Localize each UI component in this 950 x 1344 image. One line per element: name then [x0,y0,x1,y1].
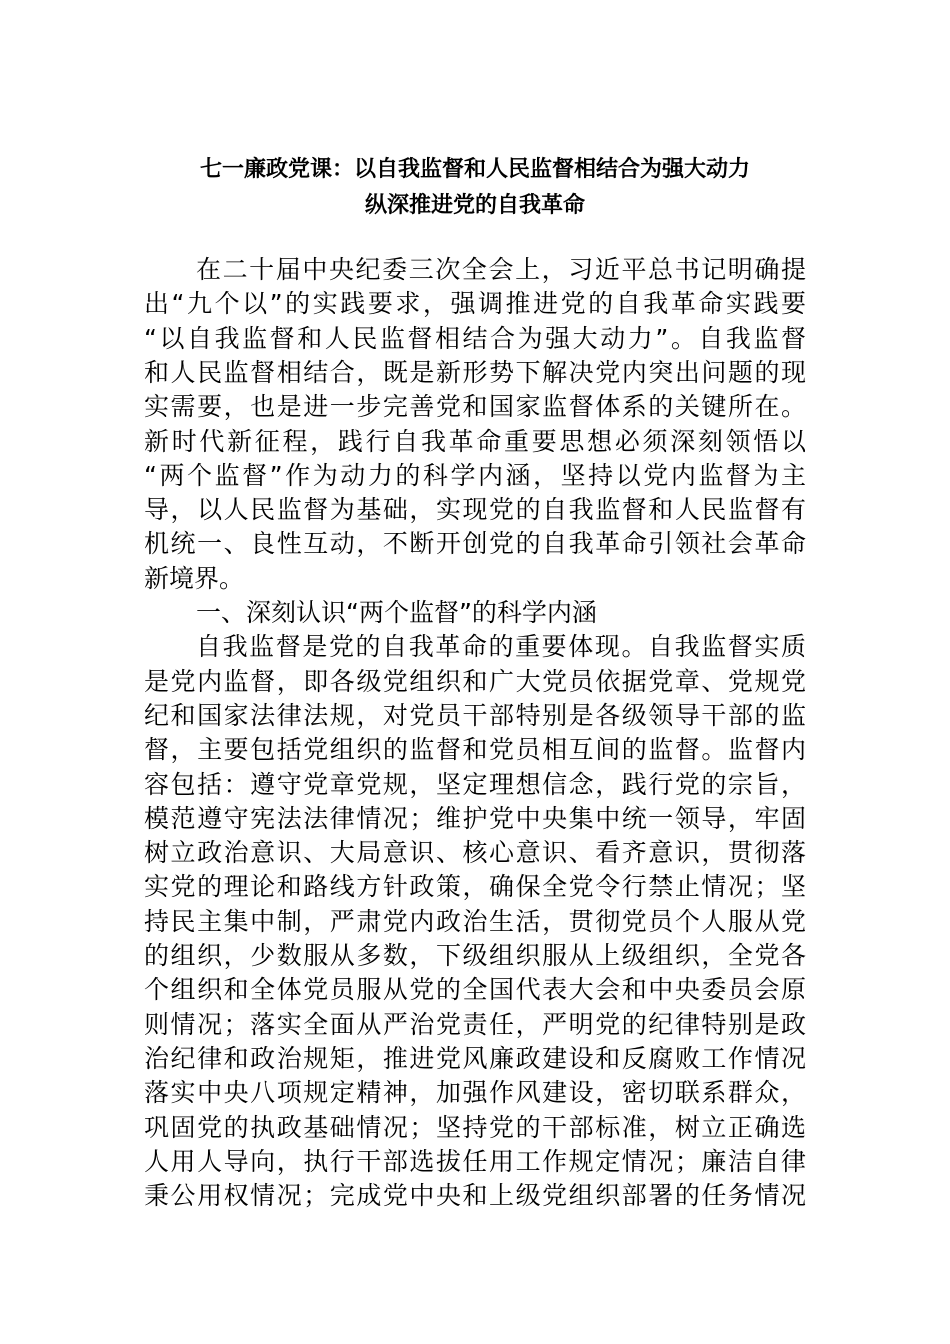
document-title-line-1: 七一廉政党课：以自我监督和人民监督相结合为强大动力 [199,157,750,182]
text-line: “以自我监督和人民监督相结合为强大动力”。自我监督 [144,323,806,353]
text-line: 督，主要包括党组织的监督和党员相互间的监督。监督内 [144,735,806,765]
text-line: 自我监督是党的自我革命的重要体现。自我监督实质 [196,632,806,662]
text-line: 人用人导向，执行干部选拔任用工作规定情况；廉洁自律 [144,1146,806,1176]
text-line: “两个监督”作为动力的科学内涵，坚持以党内监督为主 [144,460,806,490]
text-line: 落实中央八项规定精神，加强作风建设，密切联系群众， [144,1078,806,1108]
text-line: 出“九个以”的实践要求，强调推进党的自我革命实践要 [144,289,806,319]
text-line: 树立政治意识、大局意识、核心意识、看齐意识，贯彻落 [144,838,806,868]
text-line: 机统一、良性互动，不断开创党的自我革命引领社会革命 [144,529,806,559]
text-line: 容包括：遵守党章党规，坚定理想信念，践行党的宗旨， [144,769,806,799]
text-line: 个组织和全体党员服从党的全国代表大会和中央委员会原 [144,975,806,1005]
text-line: 和人民监督相结合，既是新形势下解决党内突出问题的现 [144,357,806,387]
text-line: 巩固党的执政基础情况；坚持党的干部标准，树立正确选 [144,1112,806,1142]
text-line: 导，以人民监督为基础，实现党的自我监督和人民监督有 [144,495,806,525]
text-line: 是党内监督，即各级党组织和广大党员依据党章、党规党 [144,666,806,696]
text-line: 一、深刻认识“两个监督”的科学内涵 [196,598,597,627]
text-line: 持民主集中制，严肃党内政治生活，贯彻党员个人服从党 [144,906,806,936]
text-line: 在二十届中央纪委三次全会上，习近平总书记明确提 [196,255,806,284]
text-line: 治纪律和政治规矩，推进党风廉政建设和反腐败工作情况 [144,1043,806,1073]
text-line: 新境界。 [144,563,245,593]
document-title-line-2: 纵深推进党的自我革命 [364,193,585,218]
text-line: 模范遵守宪法法律情况；维护党中央集中统一领导，牢固 [144,803,806,833]
text-line: 的组织，少数服从多数，下级组织服从上级组织，全党各 [144,941,806,970]
text-line: 新时代新征程，践行自我革命重要思想必须深刻领悟以 [144,426,806,456]
text-line: 秉公用权情况；完成党中央和上级党组织部署的任务情况 [144,1181,806,1211]
text-line: 纪和国家法律法规，对党员干部特别是各级领导干部的监 [144,700,806,730]
text-line: 则情况；落实全面从严治党责任，严明党的纪律特别是政 [144,1009,806,1039]
text-line: 实党的理论和路线方针政策，确保全党令行禁止情况；坚 [144,872,806,902]
text-line: 实需要，也是进一步完善党和国家监督体系的关键所在。 [144,392,806,422]
